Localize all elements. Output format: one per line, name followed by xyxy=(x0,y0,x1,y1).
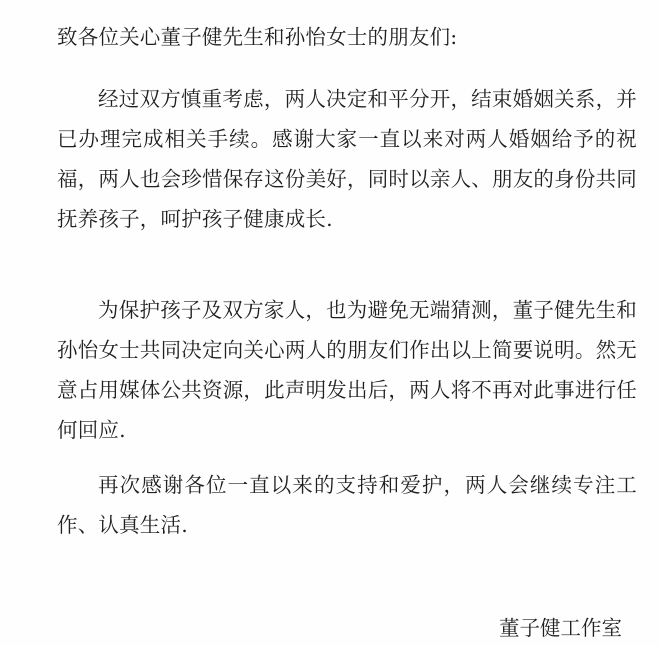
paragraph-2: 为保护孩子及双方家人，也为避免无端猜测，董子健先生和孙怡女士共同决定向关心两人的朋友们作出以上简要说明。然无意占用媒体公共资源，此声明发出后，两人将不再对此事进行任何回应. xyxy=(57,298,637,442)
signature: 董子健工作室 xyxy=(499,616,622,640)
paragraph-1: 经过双方慎重考虑，两人决定和平分开，结束婚姻关系，并已办理完成相关手续。感谢大家一直以来对两人婚姻给予的祝福，两人也会珍惜保存这份美好，同时以亲人、朋友的身份共同抚养孩子，呵护孩子健康成长. xyxy=(57,87,637,231)
salutation: 致各位关心董子健先生和孙怡女士的朋友们: xyxy=(57,25,458,49)
paragraph-3: 再次感谢各位一直以来的支持和爱护，两人会继续专注工作、认真生活. xyxy=(57,473,637,537)
